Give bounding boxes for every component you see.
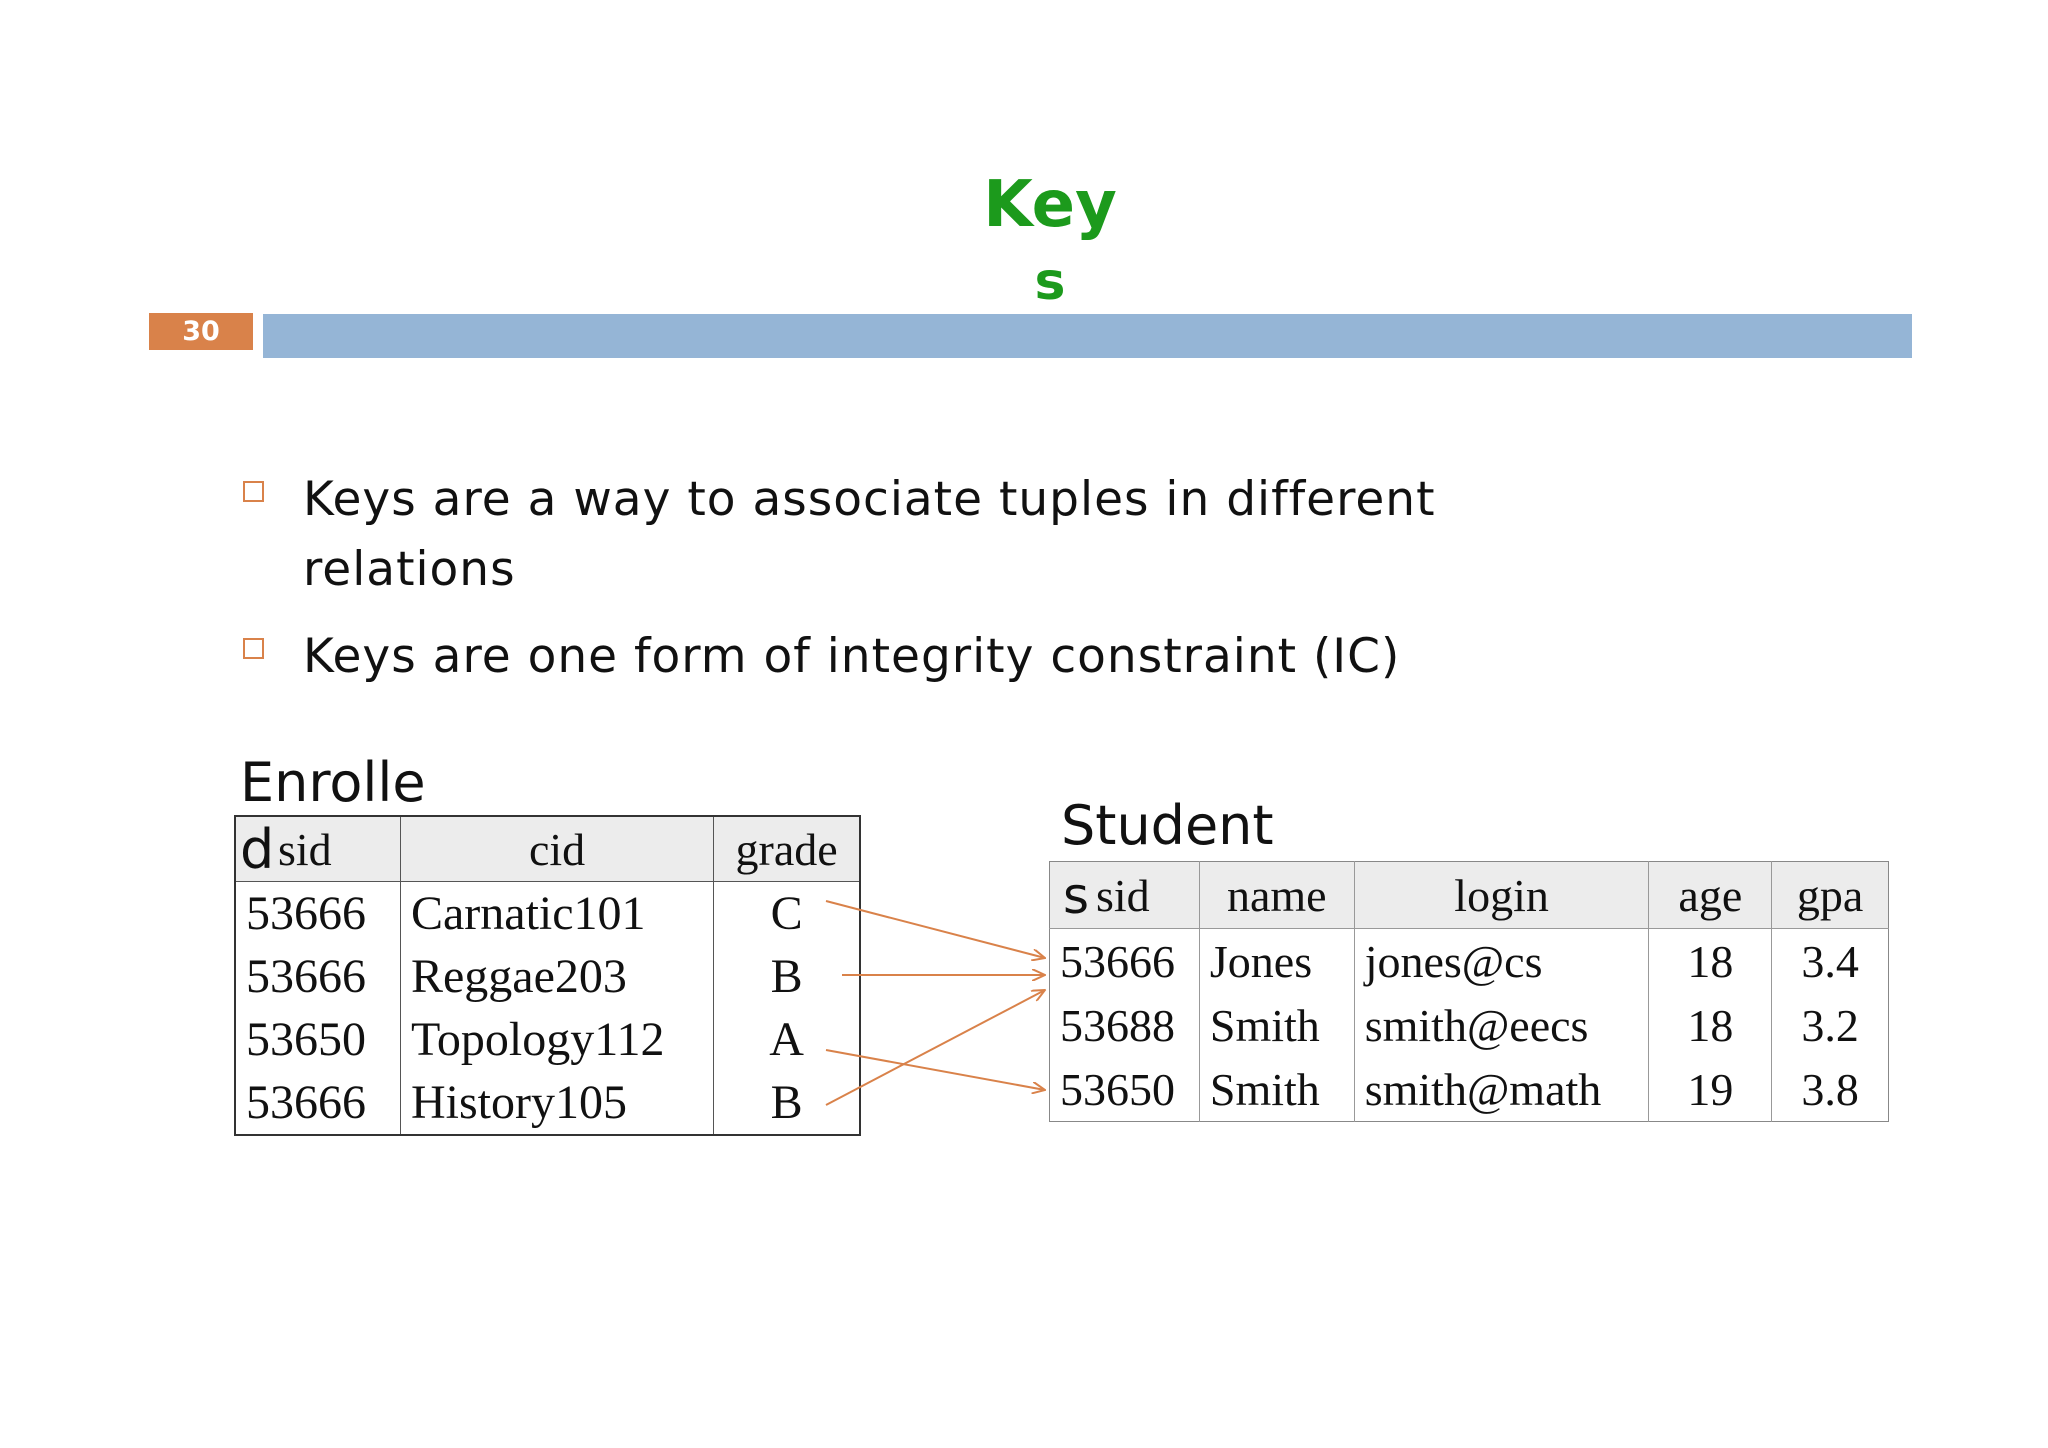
slide-number: 30 bbox=[149, 313, 253, 350]
cell-login: smith@math bbox=[1354, 1057, 1649, 1122]
cell-grade: C bbox=[770, 887, 803, 940]
cell-sid: 53650 bbox=[1050, 1057, 1200, 1122]
cell-age: 19 bbox=[1649, 1057, 1772, 1122]
cell-gpa: 3.2 bbox=[1801, 999, 1859, 1051]
cell-gpa: 3.8 bbox=[1801, 1063, 1859, 1115]
bullet-text: Keys are one form of integrity constraint (IC) bbox=[303, 629, 1401, 684]
cell-cid: History105 bbox=[400, 1071, 713, 1135]
cell-name: Smith bbox=[1199, 993, 1354, 1057]
cell-sid: 53688 bbox=[1050, 993, 1200, 1057]
fk-arrow-row3 bbox=[826, 1050, 1045, 1090]
cell-login: smith@eecs bbox=[1354, 993, 1649, 1057]
cell-grade: B bbox=[770, 950, 803, 1003]
cell-gpa: 3.4 bbox=[1801, 935, 1859, 987]
cell-grade: B bbox=[770, 1076, 803, 1129]
enrolled-caption: Enrolle bbox=[240, 751, 426, 814]
title-line-1: Key bbox=[983, 168, 1117, 242]
column-header-grade: grade bbox=[714, 816, 860, 882]
cell-cid: Topology112 bbox=[400, 1008, 713, 1071]
cell-name: Jones bbox=[1199, 929, 1354, 994]
cell-age: 18 bbox=[1649, 993, 1772, 1057]
cell-sid: 53650 bbox=[235, 1008, 400, 1071]
column-header-sid: sid bbox=[1050, 862, 1200, 929]
cell-sid: 53666 bbox=[235, 1071, 400, 1135]
cell-sid: 53666 bbox=[1050, 929, 1200, 994]
cell-cid: Reggae203 bbox=[400, 945, 713, 1008]
column-header-login: login bbox=[1354, 862, 1649, 929]
student-caption-tail: s bbox=[1063, 867, 1090, 925]
student-caption: Student bbox=[1061, 794, 1274, 857]
cell-sid: 53666 bbox=[235, 945, 400, 1008]
bullet-text: Keys are a way to associate tuples in different relations bbox=[303, 472, 1436, 597]
column-header-name: name bbox=[1199, 862, 1354, 929]
cell-grade: A bbox=[769, 1013, 804, 1066]
cell-sid: 53666 bbox=[235, 882, 400, 946]
cell-name: Smith bbox=[1199, 1057, 1354, 1122]
column-header-age: age bbox=[1649, 862, 1772, 929]
cell-age: 18 bbox=[1649, 929, 1772, 994]
column-header-cid: cid bbox=[400, 816, 713, 882]
cell-cid: Carnatic101 bbox=[400, 882, 713, 946]
fk-arrow-row4 bbox=[826, 990, 1045, 1105]
fk-arrow-row1 bbox=[826, 901, 1045, 958]
enrolled-caption-tail: d bbox=[240, 818, 275, 881]
column-header-sid: sid bbox=[235, 816, 400, 882]
title-line-2: s bbox=[1034, 252, 1066, 312]
cell-login: jones@cs bbox=[1354, 929, 1649, 994]
column-header-gpa: gpa bbox=[1772, 862, 1889, 929]
